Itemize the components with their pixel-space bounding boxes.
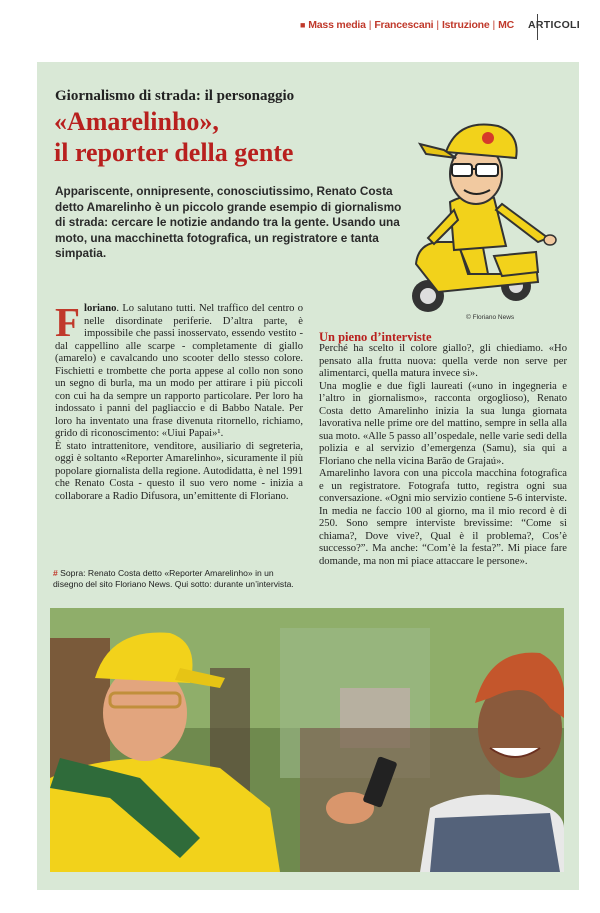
article-kicker: Giornalismo di strada: il personaggio <box>55 88 295 104</box>
paragraph: Una moglie e due figli laureati («uno in ingegneria e l’altro in giornalismo», racconta orgoglioso), Renato Costa detto Amarelinho inizia la sua lunga giornata lavorativa nelle prime ore del mattino, sempre in sella alla sua moto. «Alle 5 passo all’ospedale, nelle varie sedi della polizia e al servizio d’emergenza (Samu), sia qui a Floriano che nella vicina Barão de Grajaú». <box>319 380 567 467</box>
crumb-separator: | <box>368 19 372 31</box>
section-subhead: Un pieno d’interviste <box>319 330 432 344</box>
title-line-1: «Amarelinho», <box>54 107 219 136</box>
paragraph: È stato intrattenitore, venditore, ausiliario di segreteria, oggi è soltanto «Reporter Amarelinho», sicuramente il più popolare giornalista della regione. Autodidatta, è nel 1991 che Renato Costa - questo il suo vero nome - inizia a collaborare a Radio Difusora, un’emittente di Floriano. <box>55 440 303 502</box>
crumb-mass-media[interactable]: Mass media <box>308 19 366 31</box>
crumb-francescani[interactable]: Francescani <box>374 19 434 31</box>
paragraph: Perché ha scelto il colore giallo?, gli chiediamo. «Ho pensato alla frutta nuova: quella verde non serve per alimentarci, quella matura invece sì». <box>319 343 567 379</box>
paragraph-text: . Lo salutano tutti. Nel traffico del centro o nelle disordinate periferie. D’altra parte, è impossibile che passi inosservato, essendo vestito - dal cappellino alle scarpe - completamente di giallo (amarelo) e cavalcando uno scooter dello stesso colore. Fischietti e trombette che porta appese al collo non sono un segno di burla, ma un modo per attirare i più piccoli con cui ha da sempre un rapporto particolare. Per loro ha indossato i panni del pagliaccio e di Babbo Natale. Per loro ha inventato una frase divenuta ritornello, richiamo, grido di riconoscimento: «Uiui Papai»¹. <box>55 303 303 439</box>
cartoon-illustration <box>398 114 568 319</box>
crumb-mc[interactable]: MC <box>498 19 514 31</box>
bullet-icon: ■ <box>300 20 306 30</box>
lead-word: loriano <box>84 303 117 314</box>
paragraph <box>55 299 303 441</box>
article-column-right <box>319 343 567 568</box>
title-line-2: il reporter della gente <box>54 138 294 167</box>
interview-photo <box>50 608 564 872</box>
section-breadcrumb <box>300 19 514 31</box>
caption-mark-icon: # <box>53 568 58 578</box>
crumb-istruzione[interactable]: Istruzione <box>441 19 490 31</box>
article-column-left <box>55 299 303 503</box>
article-lead: Appariscente, onnipresente, conosciutissimo, Renato Costa detto Amarelinho è un piccolo grande esempio di giornalismo di strada: cercare le notizie andando tra la gente. Usando una moto, una macchinetta fotografica, un registratore e tanta simpatia. <box>55 184 402 261</box>
paragraph: Amarelinho lavora con una piccola macchina fotografica e un registratore. Fotografa tutto, registra ogni sua conversazione. «Ogni mio servizio contiene 5-6 interviste. In media ne faccio 100 al giorno, ma il mio record è di 250. Sono sempre interviste brevissime: “Come si chiama?, Dove vive?, Qual è il problema?, Cos’è successo?”. Ma anche: “Com’è la festa?”. Mi piace fare domande, ma non mi piace attaccare le persone». <box>319 468 567 567</box>
illustration-credit: © Floriano News <box>466 314 515 321</box>
drop-cap: F <box>55 299 81 345</box>
page-header <box>0 16 600 36</box>
photo-caption <box>53 568 305 590</box>
crumb-separator: | <box>492 19 496 31</box>
section-label[interactable]: ARTICOLI <box>528 19 580 31</box>
crumb-separator: | <box>436 19 439 31</box>
caption-text: Sopra: Renato Costa detto «Reporter Amarelinho» in un disegno del sito Floriano News. Qui sotto: durante un’intervista. <box>53 568 294 589</box>
article-title <box>54 106 384 168</box>
